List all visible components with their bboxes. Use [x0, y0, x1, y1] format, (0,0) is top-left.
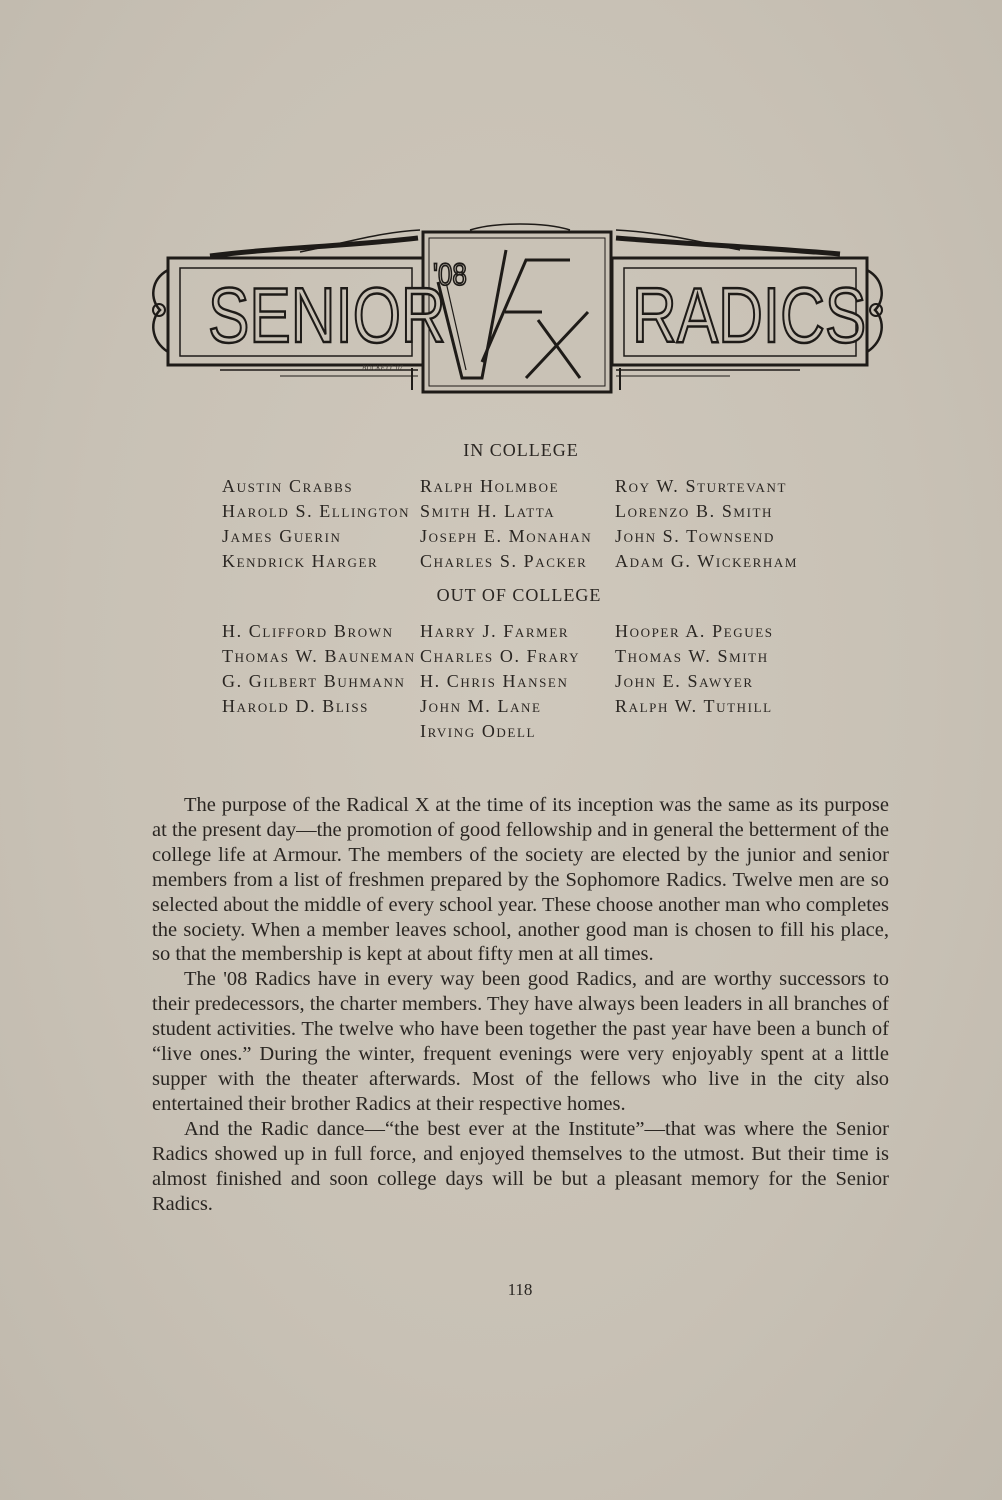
name-entry: Joseph E. Monahan [420, 526, 593, 546]
name-entry: G. Gilbert Buhmann [222, 671, 406, 691]
name-entry: Lorenzo B. Smith [615, 501, 774, 521]
body-text [152, 793, 889, 1216]
body-paragraph: And the Radic dance—“the best ever at the Institute”—that was where the Senior Radics showed up in full force, and enjoyed themselves to the utmost. But their time is almost finished and soon college days will be but a pleasant memory for the Senior Radics. [152, 1117, 889, 1215]
body-paragraph: The purpose of the Radical X at the time of its inception was the same as its purpose at the present day—the promotion of good fellowship and in general the betterment of the college life at Armour. The members of the society are elected by the junior and senior members from a list of freshmen prepared by the Sophomore Radics. Twelve men are so selected about the middle of every school year. These choose another man who completes the society. When a member leaves school, another good man is chosen to fill his place, so that the membership is kept at about fifty men at all times. [152, 794, 889, 966]
name-entry: H. Clifford Brown [222, 621, 394, 641]
name-entry: Irving Odell [420, 721, 537, 741]
name-entry: Adam G. Wickerham [615, 551, 799, 571]
name-entry: Harold S. Ellington [222, 501, 411, 521]
name-entry: Charles S. Packer [420, 551, 588, 571]
in-college-heading: IN COLLEGE [463, 440, 579, 460]
header-banner [150, 220, 890, 400]
page-number: 118 [507, 1280, 533, 1299]
name-entry: Roy W. Sturtevant [615, 476, 788, 496]
name-entry: John M. Lane [420, 696, 542, 716]
name-entry: Ralph Holmboe [420, 476, 560, 496]
name-entry: Kendrick Harger [222, 551, 379, 571]
body-paragraph: The '08 Radics have in every way been good Radics, and are worthy successors to their predecessors, the charter members. They have always been leaders in all branches of student activities. The twelve who have been together the past year have been a bunch of “live ones.” During the winter, frequent evenings were very enjoyably spent at a little supper with the theater afterwards. Most of the fellows who live in the city also entertained their brother Radics at their respective homes. [152, 968, 889, 1115]
name-entry: Smith H. Latta [420, 501, 556, 521]
name-entry: Harold D. Bliss [222, 696, 370, 716]
name-entry: H. Chris Hansen [420, 671, 569, 691]
name-entry: John E. Sawyer [615, 671, 754, 691]
name-entry: Ralph W. Tuthill [615, 696, 773, 716]
name-entry: Thomas W. Bauneman [222, 646, 416, 666]
name-entry: Austin Crabbs [222, 476, 354, 496]
banner-year: '08 [433, 256, 467, 292]
name-entry: James Guerin [222, 526, 342, 546]
name-entry: Charles O. Frary [420, 646, 581, 666]
banner-right-word: RADICS [632, 273, 867, 360]
name-entry: Hooper A. Pegues [615, 621, 774, 641]
out-of-college-heading: OUT OF COLLEGE [436, 585, 602, 605]
name-entry: Harry J. Farmer [420, 621, 570, 641]
name-entry: John S. Townsend [615, 526, 775, 546]
banner-signature: BUCKETT '07 [362, 364, 403, 372]
name-entry: Thomas W. Smith [615, 646, 769, 666]
banner-left-word: SENIOR [208, 273, 446, 360]
